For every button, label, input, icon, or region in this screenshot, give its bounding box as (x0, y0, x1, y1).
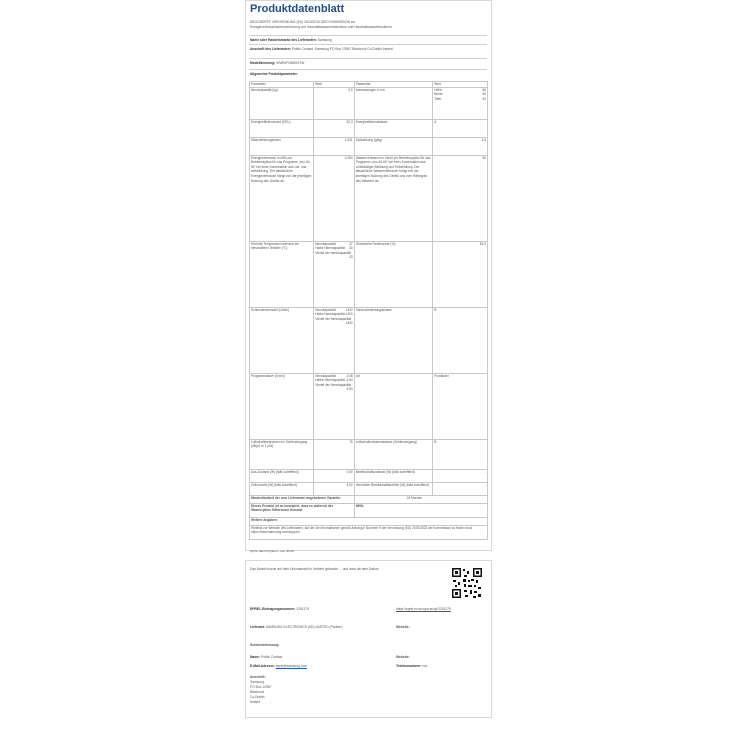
phone-value: n/a (422, 664, 428, 668)
load-label: Halbe Nennkapazität (315, 312, 345, 317)
param-value: 0,494 (314, 155, 354, 241)
load-label: Viertel der Nennkapazität (315, 316, 351, 321)
param-value: 53,9 (433, 241, 488, 307)
header-cell: Parameter (354, 82, 433, 88)
table-row (250, 482, 488, 495)
load-value: 37 (349, 241, 353, 246)
param-name: Energieeffizienzindex (EEIₐ) (250, 119, 314, 137)
load-label: Nennkapazität (315, 307, 336, 312)
min-term-label: Mindestlaufzeit der vom Lieferanten angebotenen Garantie: (250, 495, 355, 503)
load-value: 1400 (345, 312, 353, 317)
table-row (250, 525, 488, 539)
param-name: Zeitvorwahl (W) (falls zutreffend) (250, 482, 314, 495)
param-value: 76 (314, 439, 354, 469)
silver-ion-label: Dieses Produkt ist so konzipiert, dass es während des Waschzyklus Silberionen freisetzt (250, 503, 355, 517)
load-value: 33 (349, 255, 353, 260)
header-cell: Parameter (250, 82, 314, 88)
supplier-value: SAMSUNG ELECTRONICS (UK) LIMITED (Partner) (265, 625, 343, 629)
divider (249, 69, 487, 70)
email-link[interactable]: eprel@samsung.com (275, 664, 308, 668)
load-value: 2:54 (346, 387, 353, 392)
load-value: 1400 (345, 321, 353, 326)
website-label: Website: (396, 625, 410, 629)
load-value: 33 (349, 246, 353, 251)
intro-line-2: Energieverbrauchskennzeichnung von Haushaltswaschmaschinen und Haushaltswaschtrocknern (250, 25, 393, 29)
table-row (250, 87, 488, 119)
eprel-card (245, 560, 492, 718)
param-name: Schleuderdrehzahl (U/min) (250, 307, 314, 373)
param-value: Frontlader (433, 373, 488, 439)
param-name: Aus-Zustand (W) (falls zutreffend) (250, 469, 314, 482)
load-label: Nennkapazität (315, 373, 336, 378)
supplier-website-text: Weblink zur Website des Lieferanten, auf der die Informationen gemäß Anhang II Nummer 9 der Verordnung (EU) 2019/2023 der Kommission zu finden sind: https://www.samsung.com/support (250, 525, 488, 539)
name-label: Name: (250, 655, 261, 659)
divider (249, 44, 487, 45)
table-row (250, 469, 488, 482)
address-line: Samsung (250, 680, 264, 684)
eprel-reg-value: 2291179 (296, 607, 309, 611)
param-name: Nennkapazität (kg) (250, 87, 314, 119)
address-line: Co.Dublin (250, 695, 265, 699)
intro-line-1: DELEGIERTE VERORDNUNG (EU) 2019/2016 DER KOMMISSION zur (250, 20, 356, 24)
phone-label: Telefonnummer: (396, 664, 422, 668)
param-value: 4,5 (433, 137, 488, 155)
sub-values-cell (314, 307, 354, 373)
table-row (250, 517, 488, 525)
param-name: Art (354, 373, 433, 439)
silver-ion-value: NEIN (354, 503, 487, 517)
brand-value: Samsung (317, 38, 332, 42)
name-value: Public Contact (261, 655, 283, 659)
sub-values-cell (314, 373, 354, 439)
param-value: 52,3 (314, 119, 354, 137)
dim-value: 60 (482, 92, 486, 97)
table-row (250, 503, 488, 517)
table-row (250, 137, 488, 155)
dimension-cell (433, 87, 488, 119)
param-name: Energieverbrauch in kWh pro Betriebszyklus für das Programm „eco 40-60“ bei einer Kombination aus voll- und teilbefüllung. Der tatsächliche Energieverbrauch hängt von der jeweiligen Nutzung des Geräts ab. (250, 155, 314, 241)
address-line: PO Box 12987 (250, 685, 272, 689)
param-name: Gewichtete Restfeuchte (%) (354, 241, 433, 307)
param-name: Höchste Temperatur innerhalb der behandelten Textilien (°C) (250, 241, 314, 307)
param-name: Spülwirkung (g/kg) (354, 137, 433, 155)
param-name: Luftschallemissionen im Schleudergang (dB(A) re 1 pW) (250, 439, 314, 469)
param-value: B (433, 307, 488, 373)
table-row (250, 241, 488, 307)
dim-label: Höhe (434, 87, 442, 92)
model-label: Modellkennung: (250, 61, 276, 65)
param-value: - (433, 482, 488, 495)
address-line: Ireland (250, 700, 261, 704)
load-value: 1400 (345, 307, 353, 312)
param-value: 4,00 (314, 482, 354, 495)
load-label: Viertel der Nennkapazität (315, 250, 351, 255)
load-label: Halbe Nennkapazität (315, 246, 345, 251)
customer-service-label: Kundenbetreuung: (250, 643, 280, 647)
supplier-label: Lieferant: (250, 625, 266, 629)
address-line: Blackrock (250, 690, 265, 694)
param-name: Programmdauer (h:min) (250, 373, 314, 439)
dim-value: 53 (482, 96, 486, 101)
divider (249, 58, 487, 59)
divider (249, 35, 487, 36)
website2-label: Website: (396, 655, 410, 659)
table-row (250, 495, 488, 503)
parameter-table (249, 81, 488, 540)
dim-label: Tiefe (434, 96, 442, 101)
param-name: Abmessungen in cm (354, 87, 433, 119)
dim-label: Breite (434, 92, 443, 97)
page-title: Produktdatenblatt (250, 3, 345, 15)
param-value: 9,0 (314, 87, 354, 119)
table-row (250, 439, 488, 469)
header-cell: Wert (314, 82, 354, 88)
more-info-label: Weitere Angaben: (250, 517, 488, 525)
param-name: Bereitschaftszustand (W) (falls zutreffend) (354, 469, 433, 482)
sub-values-cell (314, 241, 354, 307)
qr-code-icon[interactable] (451, 567, 483, 599)
param-name: Schleuderleistungsklasse (354, 307, 433, 373)
model-value: WW90FG5M0STW (276, 61, 305, 65)
load-label: Nennkapazität (315, 241, 336, 246)
address-label: Anschrift des Lieferanten: (250, 47, 291, 51)
footnote: (a) für das Programm „eco 40-60“ (250, 549, 295, 553)
email-label: E-Mail-Adresse: (250, 664, 275, 668)
param-value: - (433, 469, 488, 482)
table-row (250, 373, 488, 439)
param-value: B (433, 439, 488, 469)
eprel-link[interactable]: https://eprel.ec.europa.eu/qr/2291179 (396, 607, 451, 611)
param-value: 1,031 (314, 137, 354, 155)
qr-code-graphic (451, 567, 483, 599)
param-name: Waschleistungsindex (250, 137, 314, 155)
param-value: A (433, 119, 488, 137)
product-data-sheet (245, 0, 492, 551)
general-params-label: Allgemeine Produktparameter: (250, 72, 299, 76)
load-value: 2:54 (346, 378, 353, 383)
load-label: Halbe Nennkapazität (315, 378, 345, 383)
address-value: Public Contact, Samsung PO Box 12987 Blackrock Co.Dublin Ireland (291, 47, 393, 51)
load-label: Viertel der Nennkapazität (315, 382, 351, 387)
table-row (250, 155, 488, 241)
table-row (250, 307, 488, 373)
eprel-note: Das Modell wurde auf dem Unionsmarkt in Verkehr gebracht ... und zwar ab dem Datum (250, 567, 379, 571)
load-value: 3:48 (346, 373, 353, 378)
table-row (250, 119, 488, 137)
eprel-reg-label: EPREL-Eintragungsnummer: (250, 607, 296, 611)
address-label: Anschrift: (250, 675, 266, 679)
param-name: Vernetzter Bereitschaftsbetrieb (W) (falls zutreffend) (354, 482, 433, 495)
param-name: Luftschallemissionsklasse (Schleudergang) (354, 439, 433, 469)
param-name: Wasserverbrauch in Litern pro Betriebszyklus für das Programm „eco 40-60“ bei einer Kombination aus vollständiger Befüllung und Teilbefüllung. Der tatsächliche Wasserverbrauch hängt von der jeweiligen Nutzung des Geräts und vom Härtegrad des Wassers ab. (354, 155, 433, 241)
min-term-value: 24 Monate (354, 495, 487, 503)
brand-label: Name oder Handelsmarke des Lieferanten: (250, 38, 317, 42)
dim-value: 85 (482, 87, 486, 92)
header-cell: Wert (433, 82, 488, 88)
param-value: 0,50 (314, 469, 354, 482)
param-name: Energieeffizienzklasse (354, 119, 433, 137)
param-value: 50 (433, 155, 488, 241)
